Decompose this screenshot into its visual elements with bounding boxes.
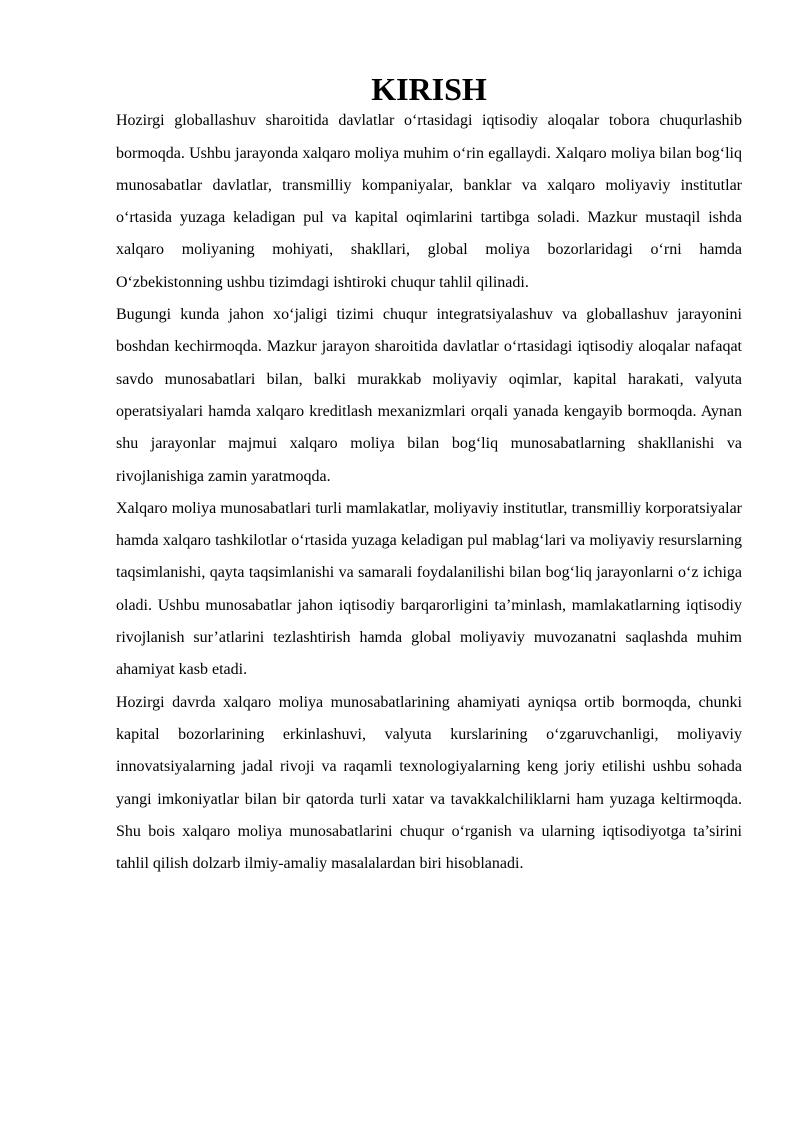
paragraph-1: Hozirgi globallashuv sharoitida davlatlar o‘rtasidagi iqtisodiy aloqalar tobora chuqurlashib bormoqda. Ushbu jarayonda xalqaro moliya muhim o‘rin egallaydi. Xalqaro moliya bilan bog‘liq munosabatlar davlatlar, transmilliy kompaniyalar, banklar va xalqaro moliyaviy institutlar o‘rtasida yuzaga keladigan pul va kapital oqimlarini tartibga soladi. Mazkur mustaqil ishda xalqaro moliyaning mohiyati, shakllari, global moliya bozorlaridagi o‘rni hamda O‘zbekistonning ushbu tizimdagi ishtiroki chuqur tahlil qilinadi. — [116, 112, 742, 291]
paragraph-2: Bugungi kunda jahon xo‘jaligi tizimi chuqur integratsiyalashuv va globallashuv jarayonini boshdan kechirmoqda. Mazkur jarayon sharoitida davlatlar o‘rtasidagi iqtisodiy aloqalar nafaqat savdo munosabatlari bilan, balki murakkab moliyaviy oqimlar, kapital harakati, valyuta operatsiyalari hamda xalqaro kreditlash mexanizmlari orqali yanada kengayib bormoqda. Aynan shu jarayonlar majmui xalqaro moliya bilan bog‘liq munosabatlarning shakllanishi va rivojlanishiga zamin yaratmoqda. — [116, 306, 742, 485]
paragraph-4: Hozirgi davrda xalqaro moliya munosabatlarining ahamiyati ayniqsa ortib bormoqda, chunki kapital bozorlarining erkinlashuvi, valyuta kurslarining o‘zgaruvchanligi, moliyaviy innovatsiyalarning jadal rivoji va raqamli texnologiyalarning keng joriy etilishi ushbu sohada yangi imkoniyatlar bilan bir qatorda turli xatar va tavakkalchiliklarni ham yuzaga keltirmoqda. Shu bois xalqaro moliya munosabatlarini chuqur o‘rganish va ularning iqtisodiyotga ta’sirini tahlil qilish dolzarb ilmiy-amaliy masalalardan biri hisoblanadi. — [116, 693, 742, 873]
paragraph-3: Xalqaro moliya munosabatlari turli mamlakatlar, moliyaviy institutlar, transmilliy korporatsiyalar hamda xalqaro tashkilotlar o‘rtasida yuzaga keladigan pul mablag‘lari va moliyaviy resurslarning taqsimlanishi, qayta taqsimlanishi va samarali foydalanilishi bilan bog‘liq jarayonlarni o‘z ichiga oladi. Ushbu munosabatlar jahon iqtisodiy barqarorligini ta’minlash, mamlakatlarning iqtisodiy rivojlanish sur’atlarini tezlashtirish hamda global moliyaviy muvozanatni saqlashda muhim ahamiyat kasb etadi. — [116, 499, 742, 679]
page-title: KIRISH — [371, 71, 487, 107]
document-page — [116, 73, 742, 880]
